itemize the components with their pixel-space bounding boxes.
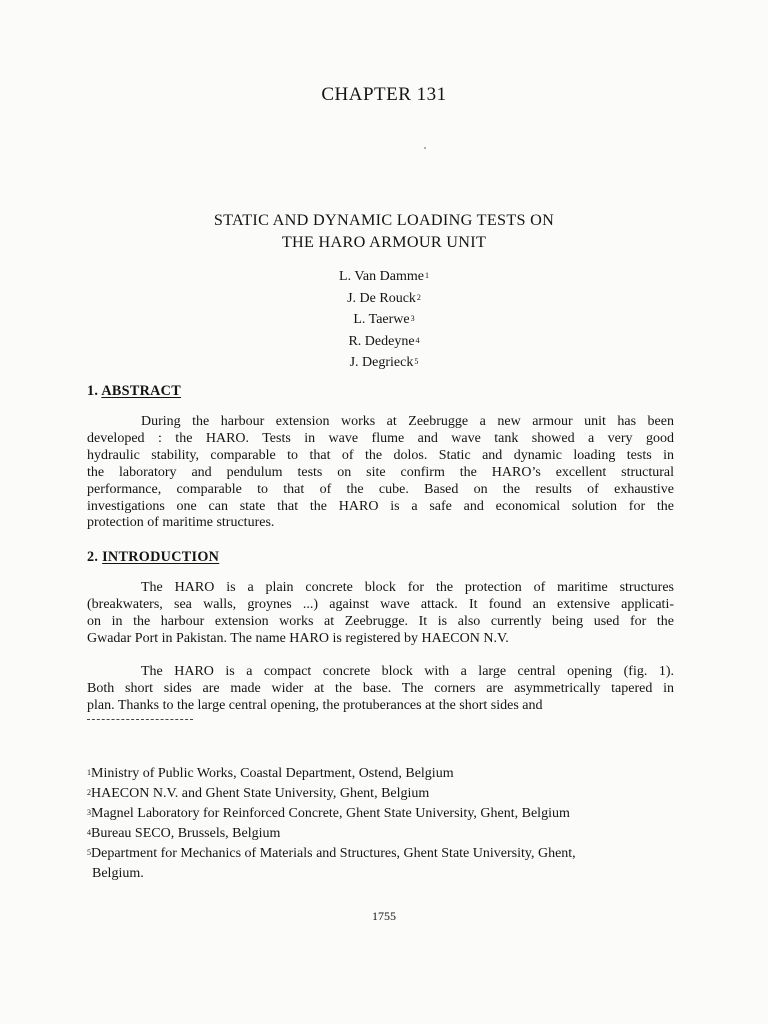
footnote: $^3$Magnel Laboratory for Reinforced Concrete, Ghent State University, Ghent, Belgium	[87, 805, 570, 821]
author-footnote-mark: 1	[424, 271, 429, 280]
abstract-paragraph	[87, 414, 674, 532]
text-line: hydraulic stability, comparable to that of the dolos. Static and dynamic loading tests in	[87, 447, 674, 463]
text-line: The HARO is a plain concrete block for the protection of maritime structures	[141, 580, 674, 595]
introduction-paragraph-1	[87, 580, 674, 648]
text-line: During the harbour extension works at Zeebrugge a new armour unit has been	[141, 414, 674, 429]
footnotes	[87, 764, 687, 883]
text-line: the laboratory and pendulum tests on site confirm the HARO’s excellent structural	[87, 464, 674, 480]
text-line: investigations one can state that the HARO is a safe and economical solution for the	[87, 498, 674, 514]
footnote-separator	[87, 719, 193, 720]
paper-title	[0, 209, 768, 253]
footnote: $^4$Bureau SECO, Brussels, Belgium	[87, 825, 281, 841]
text-line: Both short sides are made wider at the base. The corners are asymmetrically tapered in	[87, 680, 674, 696]
author-footnote-mark: 5	[414, 357, 419, 367]
page-number: 1755	[372, 909, 396, 923]
text-line: protection of maritime structures.	[87, 515, 275, 531]
text-line: Gwadar Port in Pakistan. The name HARO is registered by HAECON N.V.	[87, 630, 509, 646]
author: J. Degrieck$^5$	[349, 355, 419, 371]
chapter-heading: CHAPTER 131	[321, 84, 447, 105]
footnote: $^1$Ministry of Public Works, Coastal Department, Ostend, Belgium	[87, 766, 454, 781]
text-line: (breakwaters, sea walls, groynes ...) against wave attack. It found an extensive applicati-	[87, 596, 674, 612]
author: L. Taerwe$^3$	[353, 312, 415, 328]
text-line: developed : the HARO. Tests in wave flume and wave tank showed a very good	[87, 430, 674, 446]
introduction-paragraph-2	[87, 664, 674, 715]
text-line: performance, comparable to that of the cube. Based on the results of exhaustive	[87, 481, 674, 497]
section-heading-abstract: 1. ABSTRACT	[87, 383, 181, 399]
text-line: on in the harbour extension works at Zeebrugge. It is also currently being used for the	[87, 613, 674, 629]
author: L. Van Damme$^1$	[339, 269, 429, 284]
title-line-1: STATIC AND DYNAMIC LOADING TESTS ON	[213, 211, 555, 229]
text-line: plan. Thanks to the large central opening, the protuberances at the short sides and	[87, 697, 543, 713]
title-line-2: THE HARO ARMOUR UNIT	[281, 233, 487, 251]
author: R. Dedeyne$^4$	[348, 333, 420, 349]
text-line: The HARO is a compact concrete block with a large central opening (fig. 1).	[141, 664, 674, 679]
author-footnote-mark: 4	[415, 335, 420, 345]
author: J. De Rouck$^2$	[347, 290, 421, 306]
author-footnote-mark: 2	[416, 292, 421, 302]
author-footnote-mark: 3	[410, 314, 415, 324]
footnote: $^5$Department for Mechanics of Materials and Structures, Ghent State University, Ghent,	[87, 845, 576, 861]
footnote: $^2$HAECON N.V. and Ghent State University, Ghent, Belgium	[87, 785, 430, 801]
footnote-continuation: Belgium.	[92, 865, 144, 881]
author-list	[0, 266, 768, 374]
section-heading-introduction: 2. INTRODUCTION	[87, 549, 220, 565]
scan-speck	[424, 147, 426, 149]
